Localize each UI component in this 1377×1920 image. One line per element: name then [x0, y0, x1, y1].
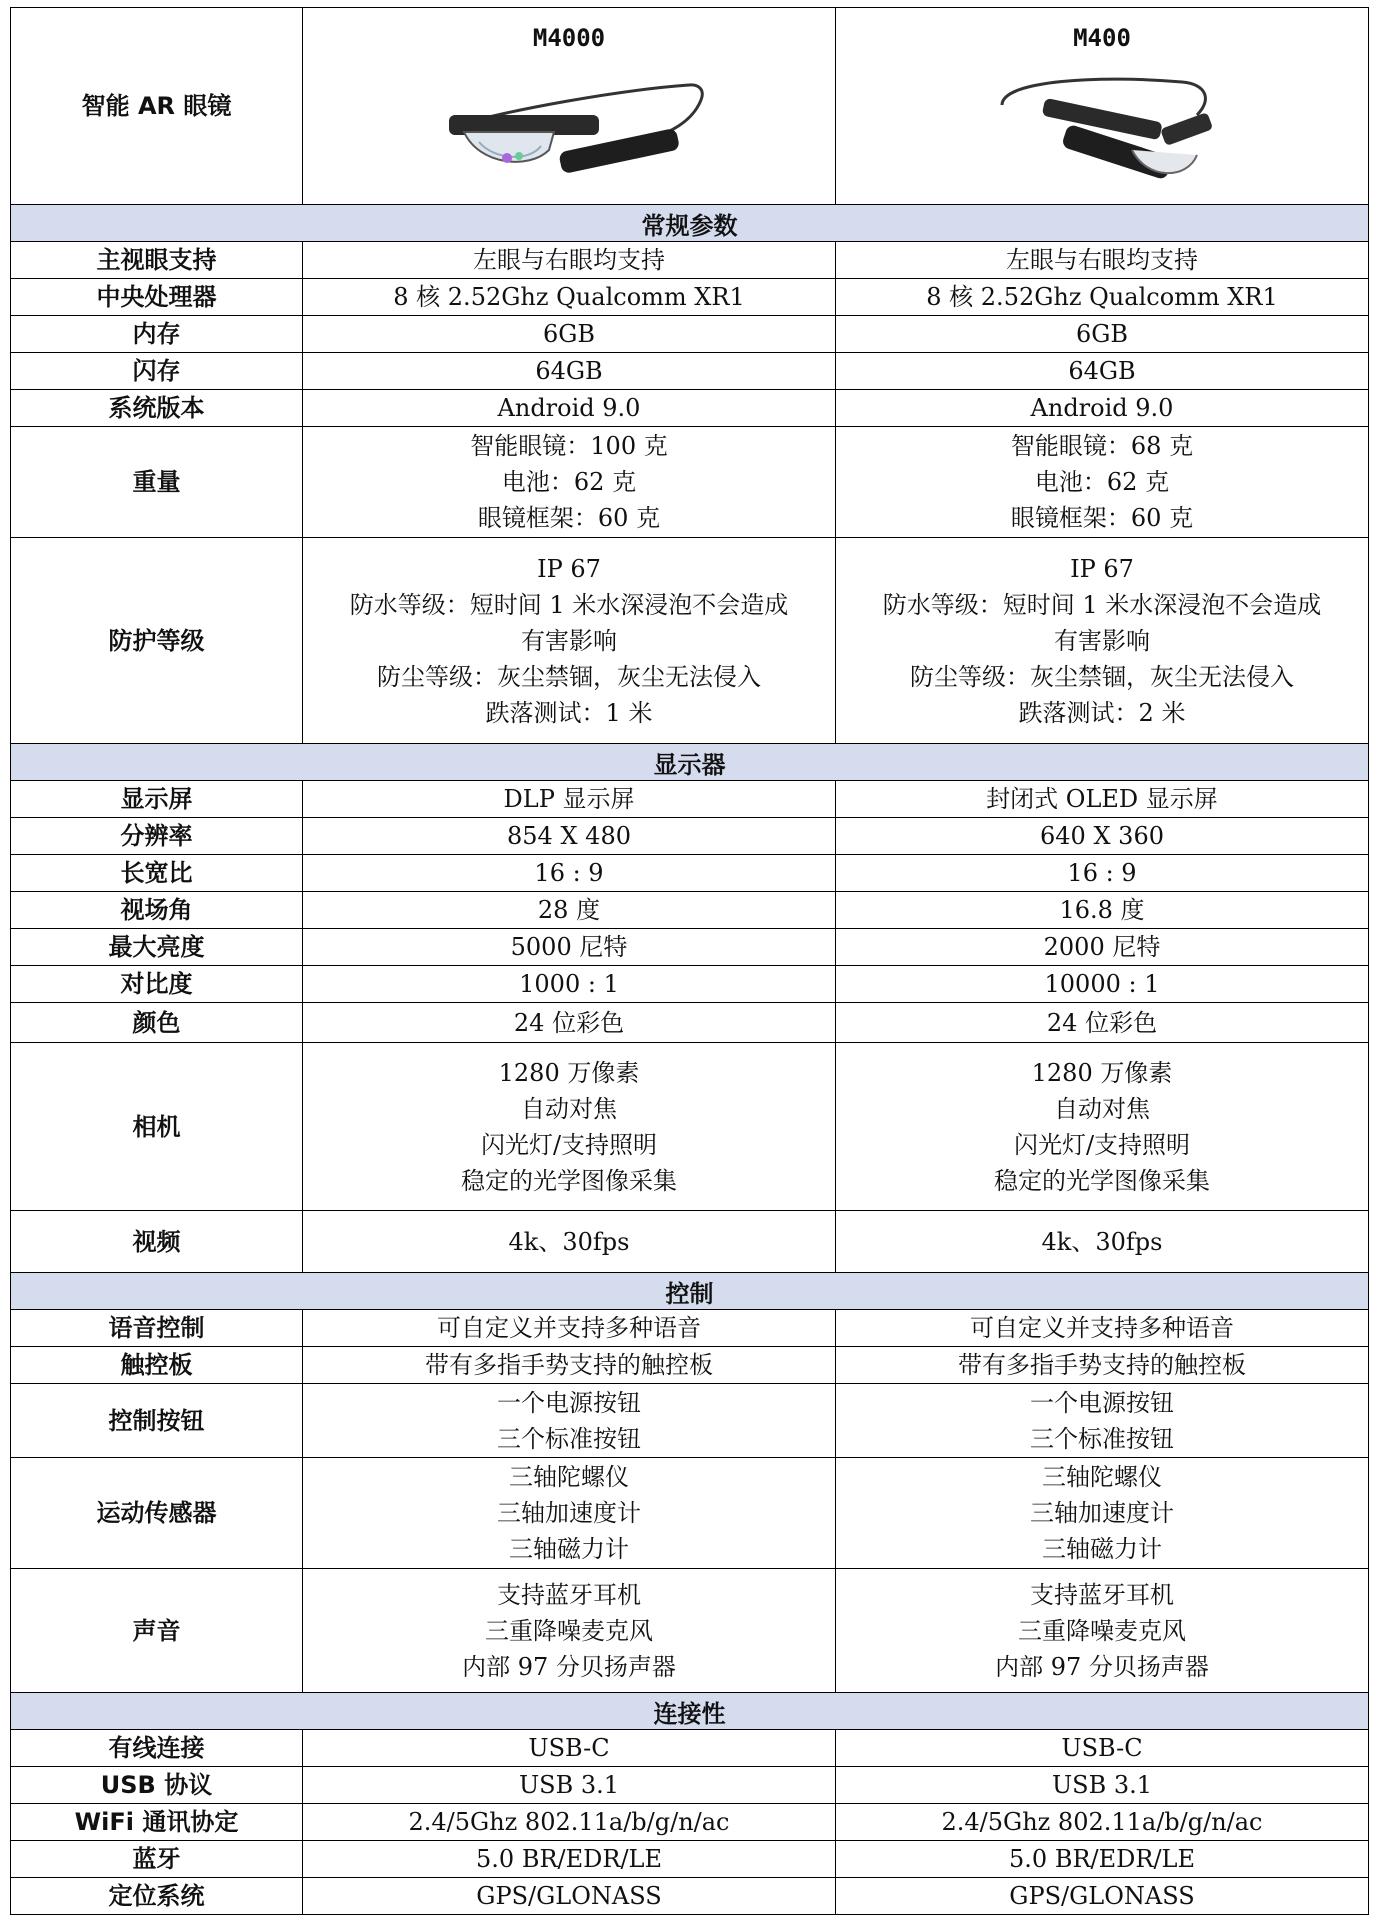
value-m4000 — [303, 1878, 836, 1915]
value-line: 三轴加速度计 — [1030, 1499, 1174, 1527]
value-line: 闪光灯/支持照明 — [1013, 1130, 1191, 1159]
value-m400 — [836, 1347, 1369, 1384]
value-line: 左眼与右眼均支持 — [1006, 246, 1198, 274]
value-m4000 — [303, 427, 836, 538]
table-row — [11, 390, 1369, 427]
table-row — [11, 242, 1369, 279]
row-label: 蓝牙 — [11, 1841, 303, 1878]
row-label: 语音控制 — [11, 1310, 303, 1347]
value-line: 防水等级：短时间 1 米水深浸泡不会造成 — [349, 590, 789, 619]
value-line: 可自定义并支持多种语音 — [970, 1314, 1234, 1342]
value-line: 2.4/5Ghz 802.11a/b/g/n/ac — [408, 1808, 730, 1836]
value-m400 — [836, 538, 1369, 744]
row-label: 有线连接 — [11, 1730, 303, 1767]
value-line: IP 67 — [537, 554, 601, 583]
row-label: 颜色 — [11, 1003, 303, 1043]
table-row — [11, 1730, 1369, 1767]
row-label: 系统版本 — [11, 390, 303, 427]
value-line: 三重降噪麦克风 — [485, 1616, 653, 1645]
table-row — [11, 966, 1369, 1003]
value-line: 6GB — [1075, 320, 1129, 348]
value-m400 — [836, 1767, 1369, 1804]
value-line: 智能眼镜：100 克 — [470, 432, 668, 460]
row-label: 视频 — [11, 1211, 303, 1273]
value-m400 — [836, 242, 1369, 279]
value-m400 — [836, 966, 1369, 1003]
value-line: 5.0 BR/EDR/LE — [1009, 1845, 1195, 1873]
value-m400 — [836, 818, 1369, 855]
row-label: 内存 — [11, 316, 303, 353]
value-line: 电池：62 克 — [1034, 468, 1170, 496]
table-row — [11, 929, 1369, 966]
value-line: 封闭式 OLED 显示屏 — [986, 785, 1218, 813]
value-line: 三个标准按钮 — [1030, 1424, 1174, 1453]
value-line: 内部 97 分贝扬声器 — [462, 1652, 676, 1681]
table-row — [11, 1804, 1369, 1841]
value-line: 电池：62 克 — [501, 468, 637, 496]
section-header-row — [11, 205, 1369, 242]
row-label: 中央处理器 — [11, 279, 303, 316]
value-m400 — [836, 1003, 1369, 1043]
value-line: 内部 97 分贝扬声器 — [995, 1652, 1209, 1681]
value-line: 有害影响 — [1054, 626, 1150, 655]
value-m4000 — [303, 316, 836, 353]
ar-glasses-m4000-icon — [419, 70, 719, 180]
value-line: 三轴磁力计 — [1042, 1535, 1162, 1563]
value-line: 三轴加速度计 — [497, 1499, 641, 1527]
table-row — [11, 427, 1369, 538]
value-line: Android 9.0 — [1030, 394, 1174, 422]
row-label: 主视眼支持 — [11, 242, 303, 279]
value-m400 — [836, 316, 1369, 353]
model-m4000-cell — [303, 8, 836, 205]
model-name-m4000: M4000 — [532, 24, 606, 52]
value-line: 带有多指手势支持的触控板 — [425, 1351, 713, 1379]
table-row — [11, 1310, 1369, 1347]
section-header-row — [11, 1693, 1369, 1730]
value-m4000 — [303, 1730, 836, 1767]
row-label: 显示屏 — [11, 781, 303, 818]
value-line: 支持蓝牙耳机 — [497, 1580, 641, 1609]
value-line: 稳定的光学图像采集 — [461, 1166, 677, 1195]
model-name-m400: M400 — [1073, 24, 1131, 52]
value-line: 16.8 度 — [1059, 896, 1145, 924]
value-line: 4k、30fps — [508, 1227, 630, 1256]
section-title: 常规参数 — [11, 205, 1369, 242]
value-line: 2.4/5Ghz 802.11a/b/g/n/ac — [941, 1808, 1263, 1836]
value-m4000 — [303, 892, 836, 929]
value-line: 28 度 — [537, 896, 601, 924]
value-m400 — [836, 427, 1369, 538]
value-line: 1280 万像素 — [1031, 1058, 1173, 1087]
value-line: 16 : 9 — [534, 859, 604, 887]
value-line: 防水等级：短时间 1 米水深浸泡不会造成 — [882, 590, 1322, 619]
value-line: 闪光灯/支持照明 — [480, 1130, 658, 1159]
value-m4000 — [303, 390, 836, 427]
value-m4000 — [303, 1310, 836, 1347]
value-line: 眼镜框架：60 克 — [477, 504, 661, 532]
value-m400 — [836, 929, 1369, 966]
row-label: 重量 — [11, 427, 303, 538]
table-row — [11, 1767, 1369, 1804]
value-m400 — [836, 390, 1369, 427]
table-row — [11, 316, 1369, 353]
ar-glasses-m400-icon — [982, 70, 1222, 190]
table-row — [11, 1043, 1369, 1211]
value-line: 自动对焦 — [1054, 1094, 1150, 1123]
value-m400 — [836, 1211, 1369, 1273]
value-line: 10000 : 1 — [1044, 970, 1160, 998]
row-label: 闪存 — [11, 353, 303, 390]
value-line: 支持蓝牙耳机 — [1030, 1580, 1174, 1609]
value-line: 三轴磁力计 — [509, 1535, 629, 1563]
value-m4000 — [303, 1384, 836, 1458]
value-line: 眼镜框架：60 克 — [1010, 504, 1194, 532]
value-line: 2000 尼特 — [1043, 933, 1161, 961]
table-row — [11, 1841, 1369, 1878]
section-header-row — [11, 1273, 1369, 1310]
value-line: 1000 : 1 — [519, 970, 619, 998]
value-line: 防尘等级：灰尘禁锢，灰尘无法侵入 — [377, 662, 761, 691]
value-line: 5000 尼特 — [510, 933, 628, 961]
value-line: 防尘等级：灰尘禁锢，灰尘无法侵入 — [910, 662, 1294, 691]
row-label: 触控板 — [11, 1347, 303, 1384]
value-line: USB-C — [528, 1734, 610, 1762]
value-line: 64GB — [1068, 357, 1136, 385]
value-line: 左眼与右眼均支持 — [473, 246, 665, 274]
value-m4000 — [303, 966, 836, 1003]
value-m4000 — [303, 1211, 836, 1273]
row-label: 防护等级 — [11, 538, 303, 744]
section-title: 控制 — [11, 1273, 1369, 1310]
value-line: IP 67 — [1070, 554, 1134, 583]
value-line: USB-C — [1061, 1734, 1143, 1762]
value-line: 自动对焦 — [521, 1094, 617, 1123]
value-line: GPS/GLONASS — [1009, 1882, 1195, 1910]
value-line: 智能眼镜：68 克 — [1010, 432, 1194, 460]
table-row — [11, 1458, 1369, 1569]
value-m400 — [836, 1878, 1369, 1915]
value-m400 — [836, 855, 1369, 892]
value-m400 — [836, 1841, 1369, 1878]
value-m4000 — [303, 855, 836, 892]
table-row — [11, 1003, 1369, 1043]
table-row — [11, 855, 1369, 892]
value-line: 跌落测试：1 米 — [485, 698, 653, 727]
value-line: 三个标准按钮 — [497, 1424, 641, 1453]
value-m400 — [836, 892, 1369, 929]
row-label: 声音 — [11, 1569, 303, 1693]
value-line: 带有多指手势支持的触控板 — [958, 1351, 1246, 1379]
section-header-row — [11, 744, 1369, 781]
value-line: 640 X 360 — [1040, 822, 1164, 850]
value-m400 — [836, 1043, 1369, 1211]
value-line: 854 X 480 — [507, 822, 631, 850]
value-line: 8 核 2.52Ghz Qualcomm XR1 — [393, 283, 745, 311]
value-line: 4k、30fps — [1041, 1227, 1163, 1256]
value-m4000 — [303, 929, 836, 966]
value-m4000 — [303, 1804, 836, 1841]
value-m400 — [836, 1804, 1369, 1841]
value-m4000 — [303, 242, 836, 279]
value-m4000 — [303, 1767, 836, 1804]
value-m400 — [836, 1310, 1369, 1347]
value-line: 5.0 BR/EDR/LE — [476, 1845, 662, 1873]
value-m4000 — [303, 353, 836, 390]
value-line: 三轴陀螺仪 — [509, 1463, 629, 1491]
table-row — [11, 781, 1369, 818]
row-label: 控制按钮 — [11, 1384, 303, 1458]
value-m4000 — [303, 781, 836, 818]
value-line: DLP 显示屏 — [503, 785, 635, 813]
value-line: 24 位彩色 — [513, 1008, 625, 1037]
table-row — [11, 892, 1369, 929]
table-row — [11, 1878, 1369, 1915]
value-line: 64GB — [535, 357, 603, 385]
row-label: 长宽比 — [11, 855, 303, 892]
value-line: USB 3.1 — [1051, 1771, 1153, 1799]
value-line: 跌落测试：2 米 — [1018, 698, 1186, 727]
section-title: 连接性 — [11, 1693, 1369, 1730]
row-label: 相机 — [11, 1043, 303, 1211]
table-row — [11, 1347, 1369, 1384]
value-line: 16 : 9 — [1067, 859, 1137, 887]
value-line: Android 9.0 — [497, 394, 641, 422]
table-row — [11, 1569, 1369, 1693]
value-m400 — [836, 1458, 1369, 1569]
value-line: 三重降噪麦克风 — [1018, 1616, 1186, 1645]
value-m4000 — [303, 1043, 836, 1211]
row-label: 定位系统 — [11, 1878, 303, 1915]
row-label: WiFi 通讯协定 — [11, 1804, 303, 1841]
value-line: 8 核 2.52Ghz Qualcomm XR1 — [926, 283, 1278, 311]
value-m4000 — [303, 279, 836, 316]
value-line: 24 位彩色 — [1046, 1008, 1158, 1037]
value-m400 — [836, 1730, 1369, 1767]
value-m400 — [836, 1569, 1369, 1693]
table-row — [11, 353, 1369, 390]
value-m4000 — [303, 818, 836, 855]
value-line: 有害影响 — [521, 626, 617, 655]
value-m400 — [836, 353, 1369, 390]
value-m4000 — [303, 1458, 836, 1569]
table-row — [11, 538, 1369, 744]
spec-comparison-table — [10, 7, 1369, 1915]
value-m400 — [836, 781, 1369, 818]
table-row — [11, 279, 1369, 316]
value-line: 6GB — [542, 320, 596, 348]
value-m4000 — [303, 538, 836, 744]
section-title: 显示器 — [11, 744, 1369, 781]
row-label: 分辨率 — [11, 818, 303, 855]
table-row — [11, 1211, 1369, 1273]
value-line: 三轴陀螺仪 — [1042, 1463, 1162, 1491]
header-row — [11, 8, 1369, 205]
value-line: 1280 万像素 — [498, 1058, 640, 1087]
table-row — [11, 1384, 1369, 1458]
value-m4000 — [303, 1569, 836, 1693]
value-line: 稳定的光学图像采集 — [994, 1166, 1210, 1195]
value-m4000 — [303, 1841, 836, 1878]
value-line: 一个电源按钮 — [497, 1388, 641, 1417]
model-m400-cell — [836, 8, 1369, 205]
value-line: 可自定义并支持多种语音 — [437, 1314, 701, 1342]
table-title: 智能 AR 眼镜 — [11, 8, 303, 205]
value-line: GPS/GLONASS — [476, 1882, 662, 1910]
row-label: 运动传感器 — [11, 1458, 303, 1569]
table-row — [11, 818, 1369, 855]
value-line: USB 3.1 — [518, 1771, 620, 1799]
value-m4000 — [303, 1003, 836, 1043]
row-label: 对比度 — [11, 966, 303, 1003]
value-m400 — [836, 279, 1369, 316]
row-label: USB 协议 — [11, 1767, 303, 1804]
row-label: 最大亮度 — [11, 929, 303, 966]
row-label: 视场角 — [11, 892, 303, 929]
value-m400 — [836, 1384, 1369, 1458]
value-line: 一个电源按钮 — [1030, 1388, 1174, 1417]
value-m4000 — [303, 1347, 836, 1384]
